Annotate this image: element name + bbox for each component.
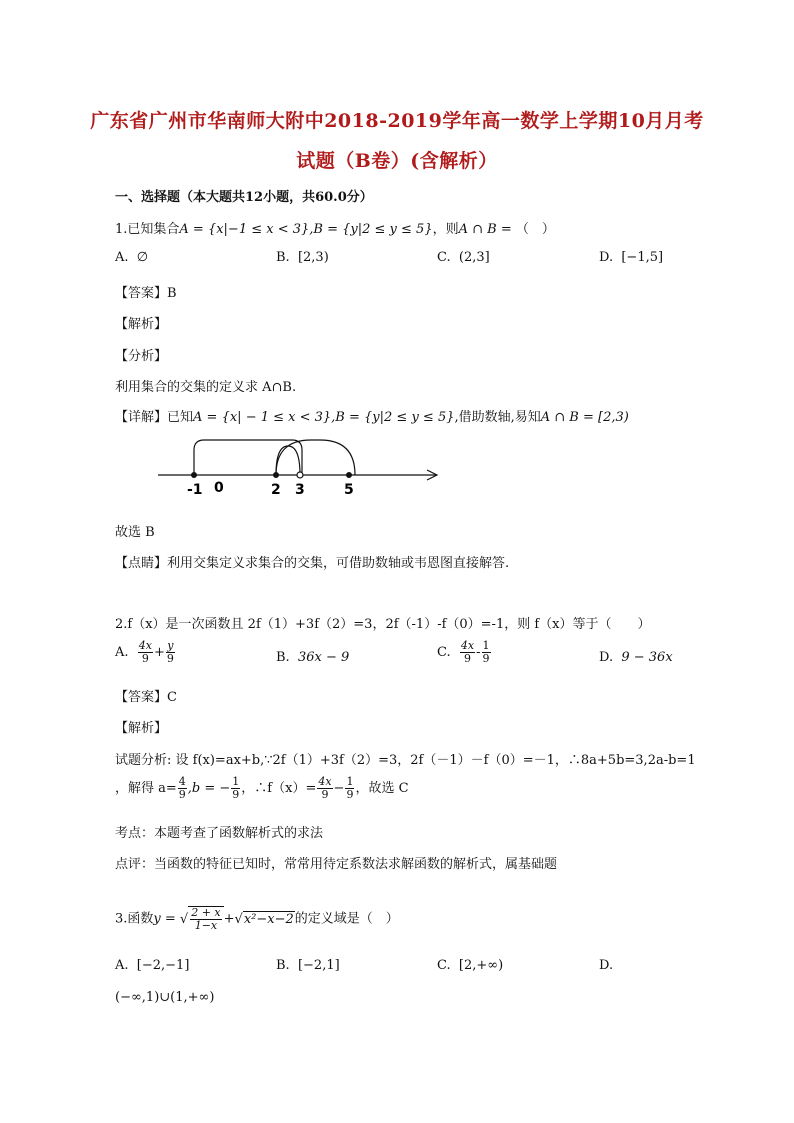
- q1-option-d: [599, 250, 663, 265]
- intersection-bracket: [276, 446, 300, 475]
- q1-detail-text2: ,借助数轴,易知: [454, 410, 541, 425]
- q1-option-d-text: [−1,5]: [621, 250, 664, 265]
- q1-option-c-text: (2,3]: [458, 250, 490, 265]
- point-5: [346, 472, 352, 478]
- q1-option-b-label: B.: [276, 250, 290, 265]
- point-3: [297, 472, 303, 478]
- q2-option-a: [115, 640, 176, 665]
- q2-solution-line2: [115, 776, 409, 801]
- q2-sol-end: ，故选 C: [355, 781, 409, 796]
- q1-option-a-text: ∅: [136, 250, 149, 265]
- q3-sqrt1: √ $\frac{2 + x}{1-x}$: [180, 906, 224, 932]
- q3-option-a-text: [−2,−1]: [136, 958, 190, 973]
- q1-detail-label: 【详解】: [115, 410, 168, 425]
- q3-plus: +: [223, 911, 235, 927]
- q3-option-b-text: [−2,1]: [297, 958, 340, 973]
- q2-answer: [115, 686, 177, 705]
- q1-option-b-text: [2,3): [297, 250, 329, 265]
- q3-option-b: [276, 958, 340, 973]
- set-b-bracket: [276, 440, 355, 475]
- doc-title-line1: 广东省广州市华南师大附中2018-2019学年高一数学上学期10月月考: [90, 110, 704, 132]
- q1-detail-math2: A ∩ B = [2,3): [540, 410, 629, 425]
- q1-answer-value: B: [167, 286, 177, 301]
- section-heading: 一、选择题（本大题共12小题，共60.0分）: [115, 190, 373, 205]
- q2-option-a-frac2: $\frac{y}{9}$: [166, 639, 174, 665]
- q1-option-a-label: A.: [115, 250, 129, 265]
- q2-sol-a-text: ，解得 a=: [115, 781, 177, 796]
- q2-option-b: [276, 650, 349, 665]
- q1-dianjing-label: 【点睛】: [115, 556, 168, 571]
- q3-option-a-label: A.: [115, 958, 129, 973]
- q1-option-c-label: C.: [437, 250, 451, 265]
- q3-option-b-label: B.: [276, 958, 290, 973]
- q2-dianping: 点评：当函数的特征已知时，常常用待定系数法求解函数的解析式，属基础题: [115, 857, 558, 872]
- q1-dianjing-text: 利用交集定义求集合的交集，可借助数轴或韦恩图直接解答.: [167, 556, 510, 571]
- q1-conclusion: 故选 B: [115, 525, 155, 540]
- q2-option-a-frac1: $\frac{4x}{9}$: [138, 639, 152, 665]
- q1-stem-prefix: 1.已知集合: [115, 222, 180, 237]
- q1-dianjing: [115, 552, 509, 571]
- q3-option-c: [437, 958, 503, 973]
- tick-label-2: 2: [271, 482, 281, 498]
- q3-stem: [115, 906, 399, 932]
- q1-detail-text1: 已知: [167, 410, 194, 425]
- q3-stem-y: y =: [153, 911, 180, 927]
- q3-option-c-text: [2,+∞): [458, 958, 504, 973]
- q2-sol-f-text: ，∴f（x）=: [241, 781, 317, 796]
- number-line-figure: [150, 432, 450, 504]
- q1-answer: [115, 282, 177, 301]
- q3-stem-end: 的定义域是（ ）: [294, 911, 399, 927]
- q1-stem-math: A = {x|−1 ≤ x < 3},B = {y|2 ≤ y ≤ 5}: [179, 222, 433, 237]
- tick-label-0: 0: [214, 480, 224, 496]
- q3-sqrt2: √x²−x−2: [234, 912, 294, 927]
- q2-sol-a-frac: $\frac{4}{9}$: [178, 775, 186, 801]
- q1-option-d-label: D.: [599, 250, 614, 265]
- q2-option-c-op: -: [476, 645, 481, 660]
- q1-option-a: [115, 250, 148, 265]
- q1-detail: [115, 406, 629, 425]
- q2-option-a-op: +: [154, 645, 165, 660]
- q3-option-c-label: C.: [437, 958, 451, 973]
- q2-sol-b-text: ,b = −: [187, 781, 231, 796]
- doc-title-line2: 试题（B卷）(含解析）: [296, 150, 498, 172]
- q2-option-c-frac2: $\frac{1}{9}$: [482, 639, 490, 665]
- q1-analysis-label: 【解析】: [115, 317, 168, 332]
- set-a-bracket: [194, 440, 302, 475]
- q2-sol-f-frac1: $\frac{4x}{9}$: [318, 775, 332, 801]
- q1-option-b: [276, 250, 329, 265]
- q1-stem-mid: ，则: [432, 222, 459, 237]
- q1-option-c: [437, 250, 490, 265]
- tick-label-5: 5: [344, 482, 354, 498]
- q2-option-d-label: D.: [599, 650, 614, 665]
- q2-option-b-text: 36x − 9: [297, 650, 350, 665]
- q1-detail-math1: A = {x| − 1 ≤ x < 3},B = {y|2 ≤ y ≤ 5}: [193, 410, 455, 425]
- q2-stem: 2.f（x）是一次函数且 2f（1）+3f（2）=3，2f（-1）-f（0）=-1，则 f（x）等于（ ）: [115, 617, 651, 632]
- point-minus1: [191, 472, 197, 478]
- q2-option-a-label: A.: [115, 645, 129, 660]
- q2-option-d-text: 9 − 36x: [621, 650, 673, 665]
- q2-sol-b-frac: $\frac{1}{9}$: [232, 775, 240, 801]
- q2-option-c-label: C.: [437, 645, 451, 660]
- q2-option-d: [599, 650, 673, 665]
- q2-answer-label: 【答案】: [115, 690, 168, 705]
- q2-option-c-frac1: $\frac{4x}{9}$: [460, 639, 475, 665]
- q2-option-b-label: B.: [276, 650, 290, 665]
- q1-stem-math2: A ∩ B =: [458, 222, 516, 237]
- q1-stem: [115, 218, 555, 237]
- q1-fenxi-label: 【分析】: [115, 349, 168, 364]
- q3-option-a: [115, 958, 189, 973]
- q3-option-d-text: (−∞,1)∪(1,+∞): [115, 990, 215, 1005]
- q2-option-c: [437, 640, 492, 665]
- point-2: [273, 472, 279, 478]
- q1-fenxi-text: 利用集合的交集的定义求 A∩B.: [115, 380, 297, 395]
- q2-analysis-label: 【解析】: [115, 721, 168, 736]
- q2-sol-f-frac2: $\frac{1}{9}$: [346, 775, 354, 801]
- tick-label-minus1: -1: [187, 482, 203, 498]
- q3-option-d: [599, 958, 613, 973]
- q2-answer-value: C: [167, 690, 177, 705]
- q3-option-d-label: D.: [599, 958, 614, 973]
- tick-label-3: 3: [295, 482, 305, 498]
- q1-stem-end: （ ）: [515, 222, 555, 237]
- q3-stem-prefix: 3.函数: [115, 911, 154, 927]
- q2-solution-line1: 试题分析: 设 f(x)=ax+b,∵2f（1）+3f（2）=3，2f（－1）－f（0）=－1，∴8a+5b=3,2a-b=1: [115, 753, 696, 768]
- q1-answer-label: 【答案】: [115, 286, 168, 301]
- q2-sol-f-minus: −: [333, 781, 345, 796]
- q2-kaodian: 考点：本题考查了函数解析式的求法: [115, 826, 324, 841]
